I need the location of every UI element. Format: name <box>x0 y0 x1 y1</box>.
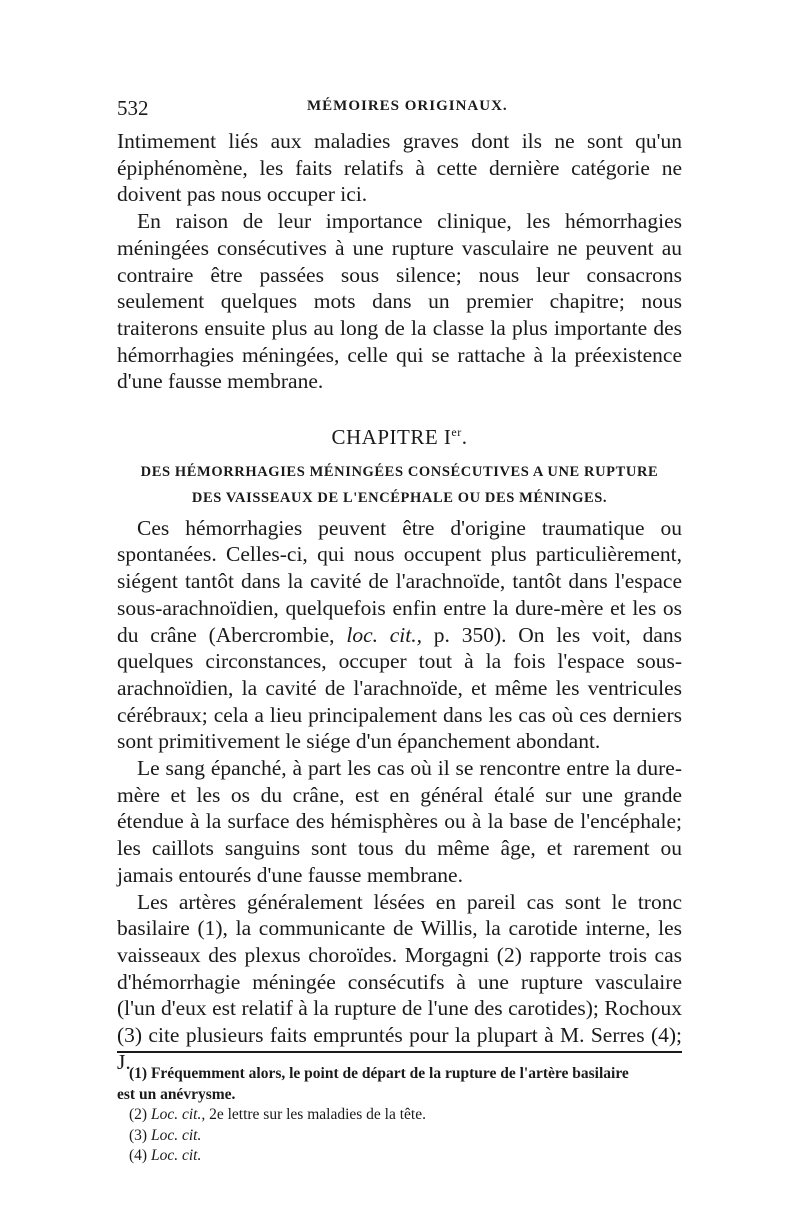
chapter-subtitle-line-2: DES VAISSEAUX DE L'ENCÉPHALE OU DES MÉNINGES. <box>191 489 608 506</box>
paragraph-3-part-b: p. 350). On les voit, dans quelques circonstances, occuper tout à la fois l'espace sous-arachnoïdien, la cavité de l'arachnoïde, et même les ventricules cérébraux; cela a lieu principalement dans les cas où ces derniers sont primitivement le siége d'un épanchement abondant. <box>117 622 682 754</box>
chapter-title-period: . <box>461 425 468 450</box>
footnote-3-number: (3) <box>129 1126 151 1144</box>
footnote-1: (1) Fréquemment alors, le point de départ de la rupture de l'artère basilaire <box>129 1065 629 1082</box>
page-header <box>117 96 687 120</box>
footnote-rule <box>117 1051 682 1053</box>
footnote-3-citation: Loc. cit. <box>150 1126 202 1144</box>
running-title: MÉMOIRES ORIGINAUX. <box>307 98 508 114</box>
footnote-2-number: (2) <box>129 1106 151 1123</box>
chapter-subtitle <box>117 459 682 511</box>
footnotes <box>117 1064 682 1167</box>
body-text <box>117 128 682 1076</box>
paragraph-3-part-a: Ces hémorrhagies peuvent être d'origine traumatique ou spontanées. Celles-ci, qui nous occupent plus particulièrement, siégent tantôt dans la cavité de l'arachnoïde, tantôt dans l'espace sous-arachnoïdien, quelquefois enfin entre la dure-mère et les os du crâne (Abercrombie, <box>117 515 682 647</box>
paragraph-4: Le sang épanché, à part les cas où il se rencontre entre la dure-mère et les os du crâne, est en général étalé sur une grande étendue à la surface des hémisphères ou à la base de l'encéphale; les caillots sanguins sont tous du même âge, et rarement ou jamais entourés d'une fausse membrane. <box>117 756 682 887</box>
paragraph-5: Les artères généralement lésées en pareil cas sont le tronc basilaire (1), la communicante de Willis, la carotide interne, les vaisseaux des plexus choroïdes. Morgagni (2) rapporte trois cas d'hémorrhagie méningée consécutifs à une rupture vasculaire (l'un d'eux est relatif à la rupture de l'une des carotides); Rochoux (3) cite plusieurs faits empruntés pour la plupart à M. Serres (4); J. <box>117 889 682 1074</box>
paragraph-3 <box>117 515 682 755</box>
footnote-2-text: 2e lettre sur les maladies de la tête. <box>205 1106 426 1123</box>
paragraph-intro-2: En raison de leur importance clinique, les hémorrhagies méningées consécutives à une rupture vasculaire ne peuvent au contraire être passées sous silence; nous leur consacrons seulement quelques mots dans un premier chapitre; nous traiterons ensuite plus au long de la classe la plus importante des hémorrhagies méningées, celle qui se rattache à la préexistence d'une fausse membrane. <box>117 209 682 394</box>
paragraph-3-citation: loc. cit., <box>346 622 423 647</box>
footnote-2 <box>117 1105 682 1126</box>
footnote-1-continuation: est un anévrysme. <box>117 1085 236 1103</box>
chapter-title <box>117 419 682 451</box>
footnote-2-citation: Loc. cit., <box>150 1106 206 1123</box>
chapter-subtitle-line-1: DES HÉMORRHAGIES MÉNINGÉES CONSÉCUTIVES A UNE RUPTURE <box>140 463 659 480</box>
footnote-4-number: (4) <box>129 1147 151 1164</box>
page-number: 532 <box>117 96 149 120</box>
footnote-3 <box>117 1126 682 1147</box>
paragraph-intro-1: Intimement liés aux maladies graves dont ils ne sont qu'un épiphénomène, les faits relatifs à cette dernière catégorie ne doivent pas nous occuper ici. <box>117 129 682 207</box>
chapter-title-superscript: er <box>451 425 462 440</box>
footnote-4 <box>117 1146 682 1167</box>
chapter-title-text: CHAPITRE I <box>331 425 452 450</box>
footnote-4-citation: Loc. cit. <box>150 1147 202 1164</box>
